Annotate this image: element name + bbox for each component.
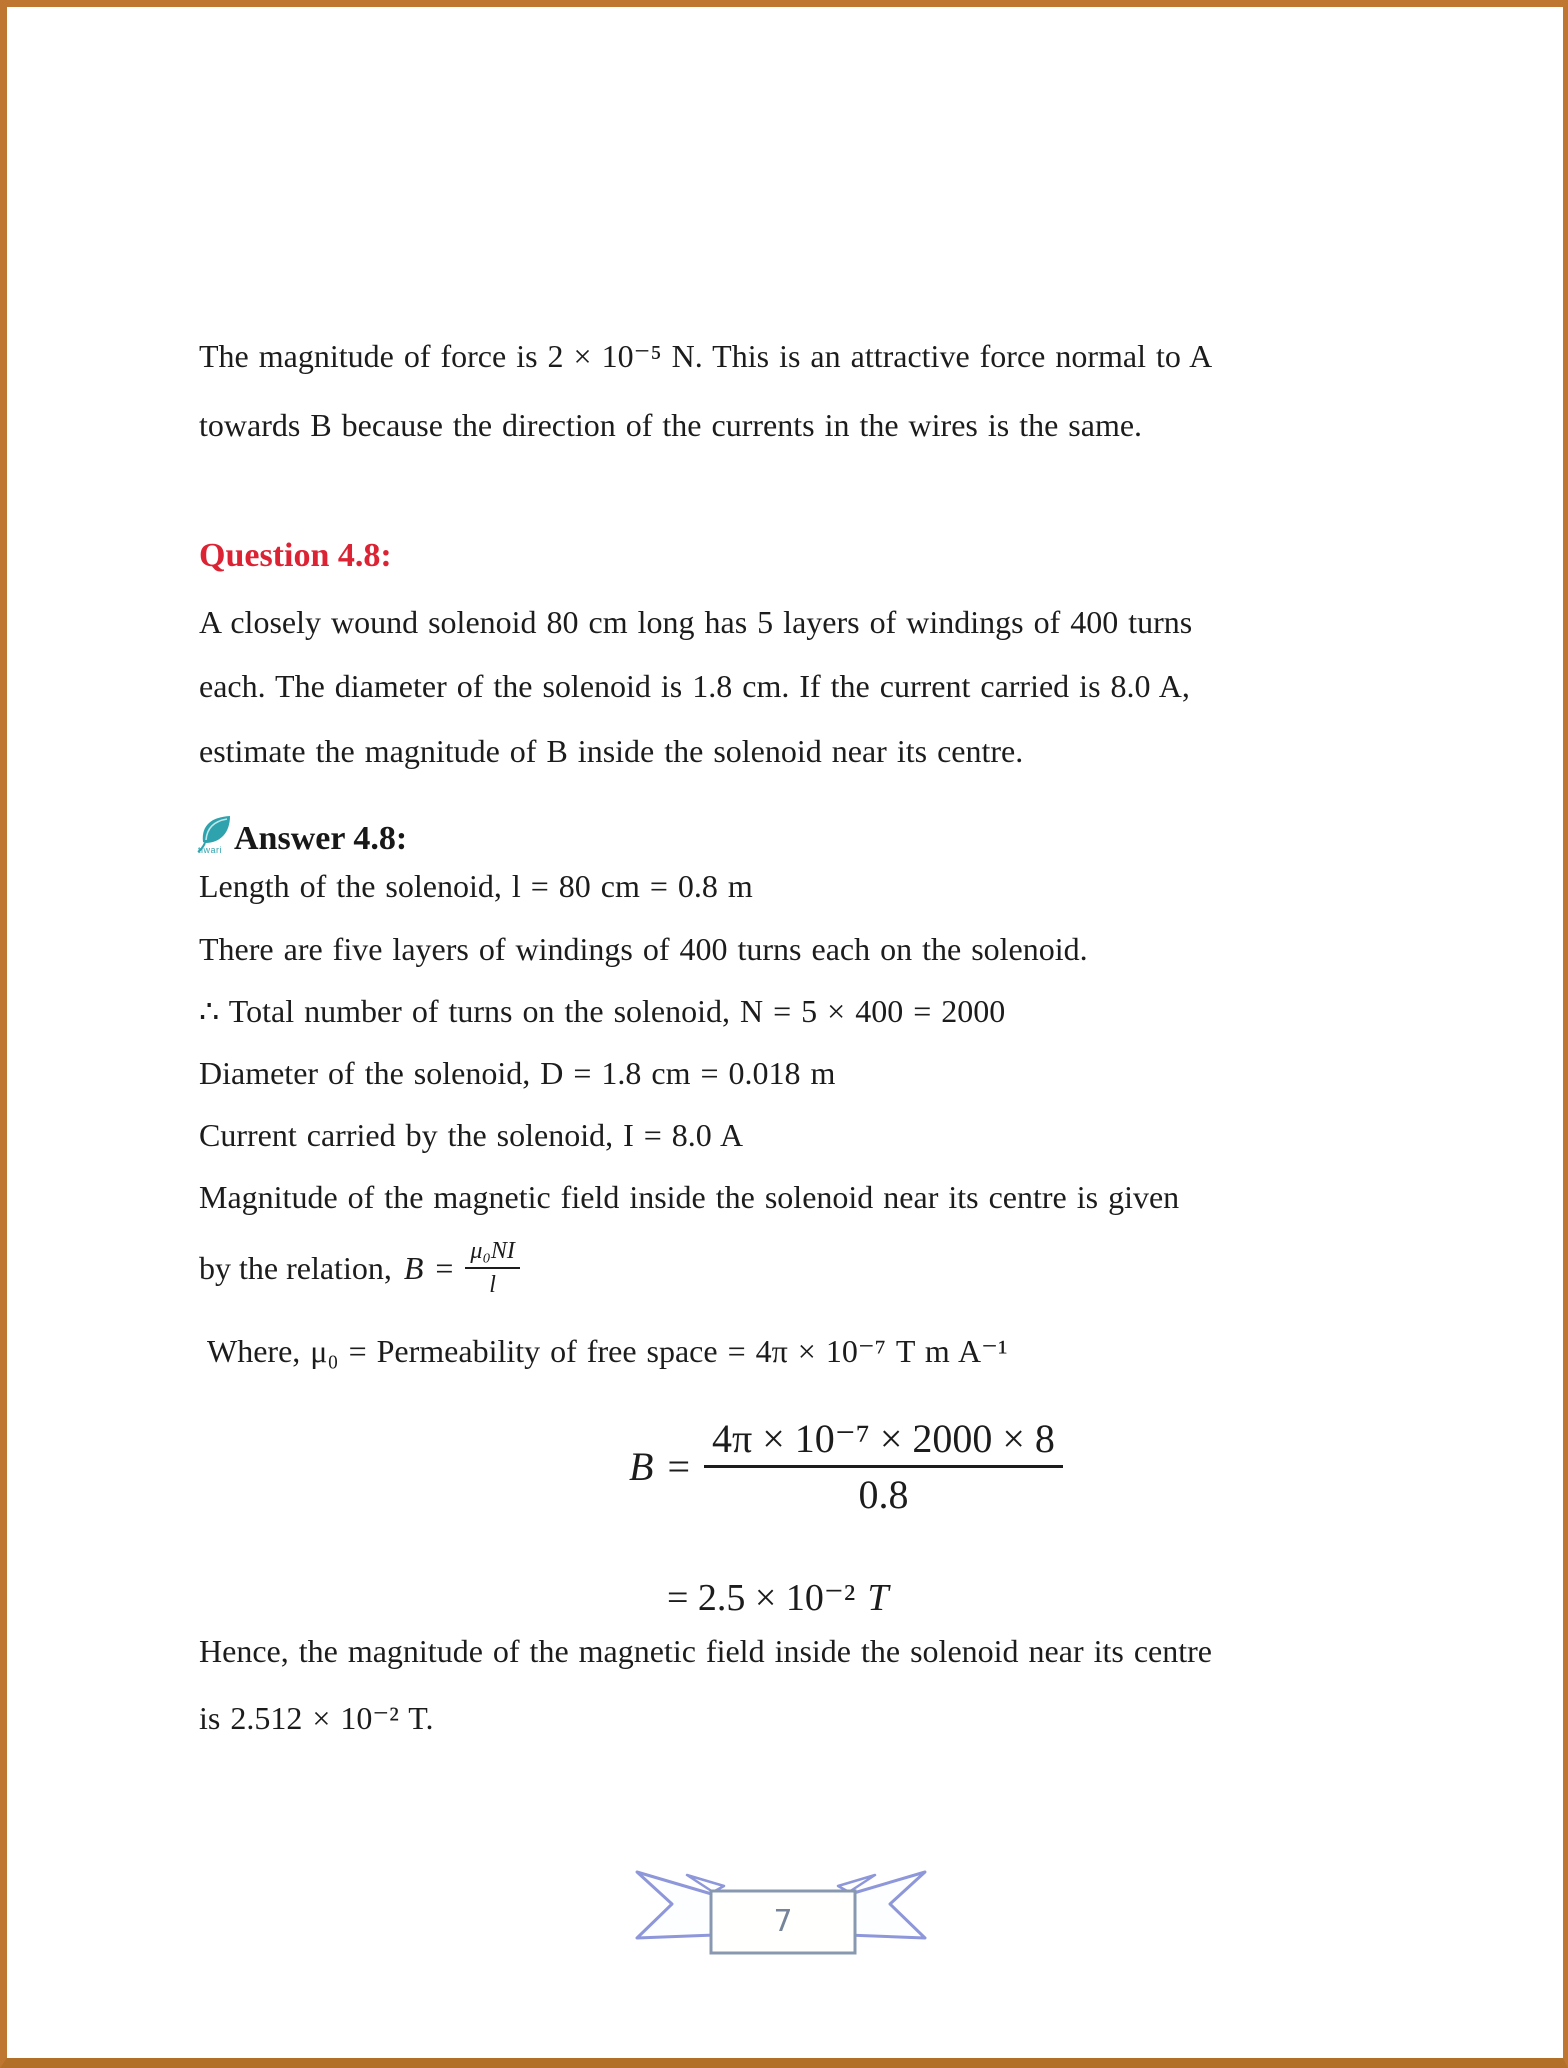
answer-heading: Answer 4.8: (234, 820, 408, 857)
intro-line-2: towards B because the direction of the currents in the wires is the same. (199, 407, 1143, 443)
answer-line-1: Length of the solenoid, l = 80 cm = 0.8 m (199, 868, 753, 904)
result-value: = 2.5 × 10⁻² (667, 1577, 856, 1619)
relation-lhs: B (403, 1250, 424, 1286)
equation-lhs: B (629, 1444, 654, 1489)
logo-caption-text: tiwari (198, 845, 223, 855)
answer-line-5: Current carried by the solenoid, I = 8.0 A (199, 1117, 744, 1153)
conclusion-line-2: is 2.512 × 10⁻² T. (199, 1700, 434, 1736)
relation-numerator: μ₀NI (465, 1238, 519, 1269)
answer-line-4: Diameter of the solenoid, D = 1.8 cm = 0.018 m (199, 1055, 836, 1091)
relation-fraction (465, 1238, 519, 1299)
where-line: Where, μ₀ = Permeability of free space = 4π × 10⁻⁷ T m A⁻¹ (207, 1333, 1008, 1369)
answer-line-3: ∴ Total number of turns on the solenoid, N = 5 × 400 = 2000 (199, 993, 1006, 1029)
relation-formula (199, 1238, 520, 1299)
question-heading: Question 4.8: (199, 537, 392, 574)
question-line-1: A closely wound solenoid 80 cm long has 5 layers of windings of 400 turns (199, 604, 1193, 640)
question-line-3: estimate the magnitude of B inside the solenoid near its centre. (199, 733, 1024, 769)
answer-line-6: Magnitude of the magnetic field inside the solenoid near its centre is given (199, 1179, 1180, 1215)
relation-denominator: l (489, 1272, 496, 1298)
conclusion-line-1: Hence, the magnitude of the magnetic field inside the solenoid near its centre (199, 1633, 1212, 1669)
question-line-2: each. The diameter of the solenoid is 1.8 cm. If the current carried is 8.0 A, (199, 668, 1190, 704)
page-number: 7 (773, 1904, 793, 1939)
equation-equals: = (667, 1444, 690, 1489)
relation-prefix: by the relation, (199, 1250, 392, 1286)
intro-line-1: The magnitude of force is 2 × 10⁻⁵ N. This is an attractive force normal to A (199, 338, 1213, 374)
equation-denominator: 0.8 (858, 1472, 909, 1517)
relation-equals: = (435, 1250, 454, 1286)
result-unit: T (867, 1576, 889, 1619)
main-equation (629, 1415, 1063, 1518)
answer-line-2: There are five layers of windings of 400 turns each on the solenoid. (199, 931, 1088, 967)
equation-fraction (704, 1415, 1063, 1518)
equation-numerator: 4π × 10⁻⁷ × 2000 × 8 (704, 1415, 1063, 1468)
equation-result (667, 1575, 888, 1620)
